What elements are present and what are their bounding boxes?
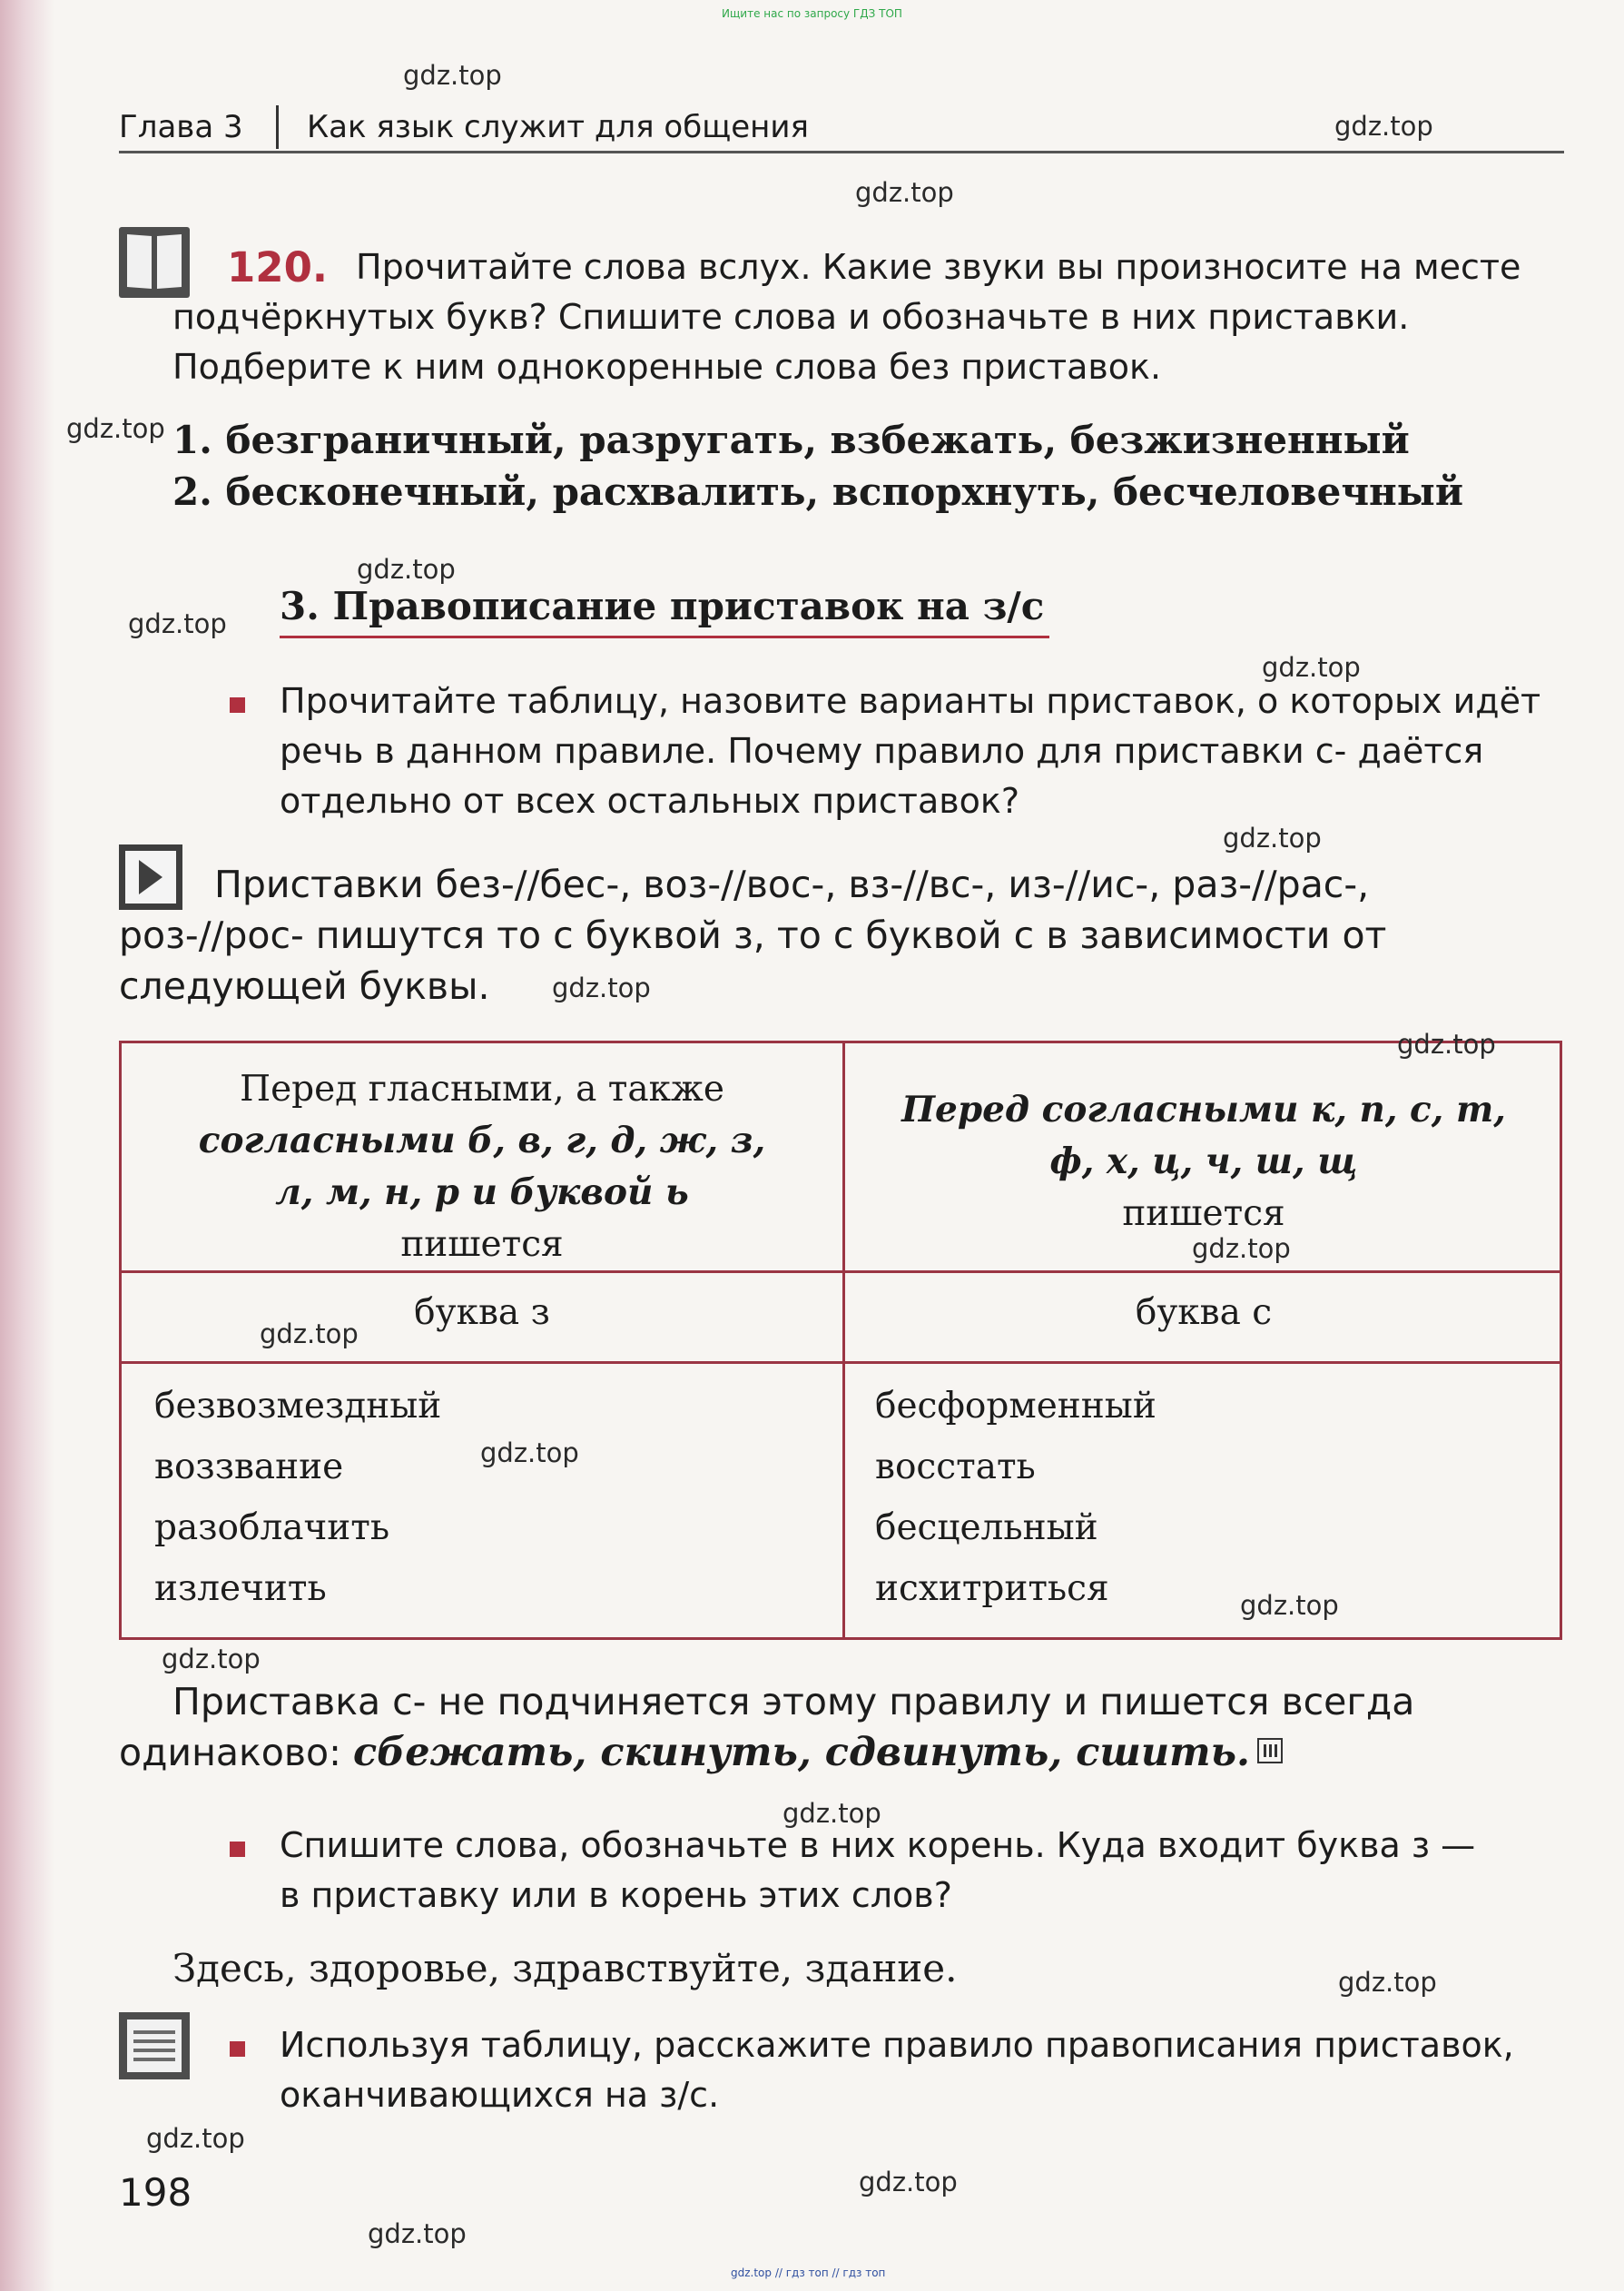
- watermark: gdz.top: [782, 1798, 881, 1829]
- watermark: gdz.top: [1223, 823, 1322, 854]
- watermark: gdz.top: [368, 2218, 467, 2249]
- note-line2: [119, 1730, 1283, 1775]
- task2-line1: Спишите слова, обозначьте в них корень. Куда входит буква з —: [280, 1825, 1476, 1865]
- watermark: gdz.top: [1240, 1590, 1339, 1621]
- chapter-title: Как язык служит для общения: [307, 109, 809, 145]
- watermark: gdz.top: [357, 554, 456, 585]
- table-word-left: излечить: [154, 1568, 327, 1609]
- table-mid-right: буква с: [1135, 1292, 1273, 1333]
- task2-line2: в приставку или в корень этих слов?: [280, 1875, 952, 1915]
- exercise-text-line1: Прочитайте слова вслух. Какие звуки вы произносите на месте: [356, 247, 1521, 287]
- note-line1: Приставка с- не подчиняется этому правилу и пишется всегда: [172, 1680, 1415, 1723]
- section-title-underline: [280, 636, 1049, 638]
- word-list-1: 1. безграничный, разругать, взбежать, безжизненный: [172, 418, 1410, 462]
- bullet-marker: [230, 2041, 245, 2057]
- page-edge-shade: [0, 0, 54, 2291]
- table-mid-left: буква з: [414, 1292, 550, 1333]
- page-number: 198: [119, 2170, 192, 2215]
- table-word-right: бесформенный: [875, 1386, 1156, 1427]
- section-title: 3. Правописание приставок на з/с: [280, 584, 1045, 628]
- watermark: gdz.top: [1192, 1233, 1291, 1264]
- rule-line1: Приставки без-//бес-, воз-//вос-, вз-//вс-, из-//ис-, раз-//рас-,: [214, 863, 1370, 906]
- task1-line3: отдельно от всех остальных приставок?: [280, 781, 1019, 821]
- task1-line2: речь в данном правиле. Почему правило для приставки с- даётся: [280, 731, 1484, 771]
- exercise-mark-icon: [1257, 1738, 1283, 1763]
- table-word-left: разоблачить: [154, 1507, 390, 1548]
- table-word-right: восстать: [875, 1447, 1036, 1487]
- document-icon: [119, 2012, 190, 2079]
- watermark: gdz.top: [859, 2167, 958, 2197]
- watermark: gdz.top: [1334, 111, 1433, 142]
- watermark: gdz.top: [480, 1437, 579, 1468]
- top-note: Ищите нас по запросу ГДЗ ТОП: [722, 7, 902, 20]
- header-rule: [119, 151, 1564, 153]
- task3-line2: оканчивающихся на з/с.: [280, 2075, 720, 2115]
- note-examples: сбежать, скинуть, сдвинуть, сшить.: [352, 1730, 1251, 1775]
- rule-line2: роз-//рос- пишутся то с буквой з, то с буквой с в зависимости от: [119, 913, 1387, 957]
- header-divider: [276, 105, 279, 149]
- bottom-note: gdz.top // гдз топ // гдз топ: [731, 2266, 886, 2279]
- watermark: gdz.top: [1338, 1967, 1437, 1998]
- watermark: gdz.top: [128, 608, 227, 639]
- rule-icon: [119, 844, 182, 910]
- word-list-2: 2. бесконечный, расхвалить, вспорхнуть, бесчеловечный: [172, 469, 1464, 514]
- watermark: gdz.top: [1262, 652, 1361, 683]
- watermark: gdz.top: [855, 177, 954, 208]
- rule-line3: следующей буквы.: [119, 964, 490, 1008]
- watermark: gdz.top: [552, 973, 651, 1003]
- exercise-text-line2: подчёркнутых букв? Спишите слова и обозначьте в них приставки.: [172, 297, 1410, 337]
- watermark: gdz.top: [260, 1318, 359, 1349]
- bullet-marker: [230, 697, 245, 713]
- table-word-right: исхитриться: [875, 1568, 1109, 1609]
- note-line2-start: одинаково:: [119, 1731, 353, 1774]
- watermark: gdz.top: [1397, 1029, 1496, 1060]
- watermark: gdz.top: [403, 60, 502, 91]
- table-head-right: Перед согласными к, п, с, т, ф, х, ц, ч, ш, щ пишется: [901, 1089, 1506, 1234]
- book-icon: [119, 227, 190, 298]
- watermark: gdz.top: [66, 413, 165, 444]
- task3-line1: Используя таблицу, расскажите правило правописания приставок,: [280, 2025, 1514, 2065]
- table-word-left: безвозмездный: [154, 1386, 442, 1427]
- table-head-left: Перед гласными, а также согласными б, в, г, д, ж, з, л, м, н, р и буквой ь пишется: [198, 1069, 766, 1265]
- chapter-label: Глава 3: [119, 109, 243, 145]
- table-word-left: воззвание: [154, 1447, 344, 1487]
- watermark: gdz.top: [146, 2123, 245, 2154]
- word-examples: Здесь, здоровье, здравствуйте, здание.: [172, 1946, 958, 1990]
- exercise-number: 120.: [227, 243, 329, 291]
- bullet-marker: [230, 1842, 245, 1857]
- task1-line1: Прочитайте таблицу, назовите варианты приставок, о которых идёт: [280, 681, 1541, 721]
- exercise-text-line3: Подберите к ним однокоренные слова без приставок.: [172, 347, 1162, 387]
- table-word-right: бесцельный: [875, 1507, 1098, 1548]
- watermark: gdz.top: [162, 1644, 261, 1674]
